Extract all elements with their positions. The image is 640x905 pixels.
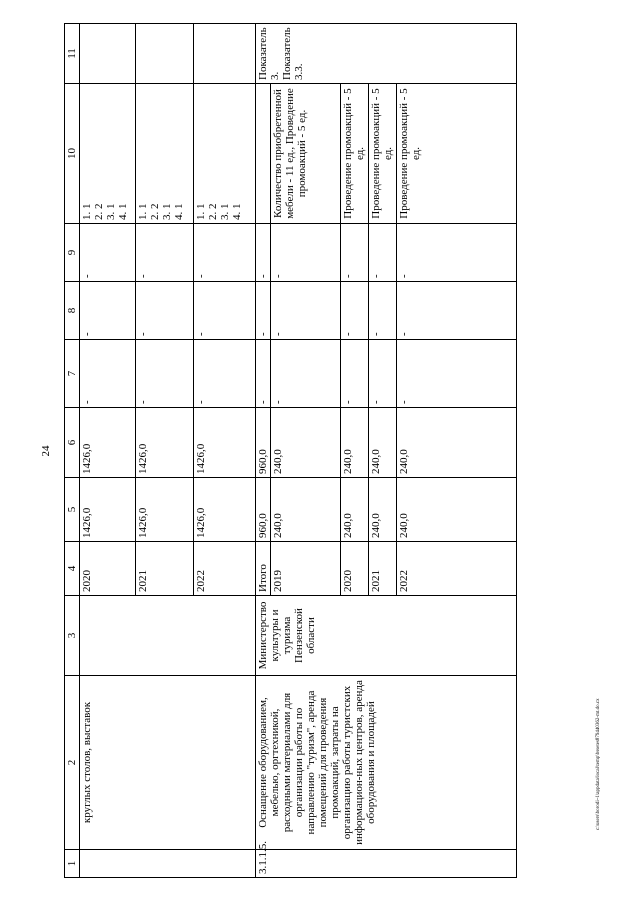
col-header: 3	[65, 596, 80, 676]
cell-regional: 240,0	[271, 408, 341, 478]
cell-year: 2021	[369, 542, 397, 596]
cell-federal: -	[80, 340, 136, 408]
cell-num: 3.1.1.5.	[256, 850, 517, 878]
cell-other: -	[194, 224, 256, 282]
rotated-table-container	[64, 24, 576, 878]
cell-local: -	[369, 282, 397, 340]
cell-other: -	[369, 224, 397, 282]
cell-local: -	[341, 282, 369, 340]
cell-local: -	[80, 282, 136, 340]
cell-indicator	[136, 24, 194, 84]
col-header: 5	[65, 478, 80, 542]
cell-total: 240,0	[369, 478, 397, 542]
cell-year: 2020	[80, 542, 136, 596]
cell-other: -	[80, 224, 136, 282]
col-header: 10	[65, 84, 80, 224]
cell-action: круглых столов, выставок	[80, 676, 256, 850]
cell-indicator-value: 1. 1 2. 2 3. 1 4. 1	[80, 84, 136, 224]
col-header: 4	[65, 542, 80, 596]
cell-federal: -	[136, 340, 194, 408]
cell-indicator	[194, 24, 256, 84]
cell-indicator-value: Количество приобретенной мебели - 11 ед., Проведение промоакций - 5 ед.	[271, 84, 341, 224]
cell-indicator-value: 1. 1 2. 2 3. 1 4. 1	[136, 84, 194, 224]
cell-regional: 240,0	[397, 408, 517, 478]
col-header: 1	[65, 850, 80, 878]
col-header: 8	[65, 282, 80, 340]
cell-action: Оснащение оборудованием, мебелью, оргтехникой, расходными материалами для организации работы по направлению "туризм", аренда помещений для проведения промоакций, затраты на организацию работы туристских информацион-ных центров, аренда оборудования и площадей	[256, 676, 517, 850]
cell-federal: -	[369, 340, 397, 408]
page-number: 24	[40, 445, 52, 457]
cell-num	[80, 850, 256, 878]
cell-other: -	[256, 224, 271, 282]
cell-executor: Министерство культуры и туризма Пензенской области	[256, 596, 517, 676]
cell-indicator-value: Проведение промоакций - 5 ед.	[341, 84, 369, 224]
cell-regional: 1426,0	[136, 408, 194, 478]
col-header: 9	[65, 224, 80, 282]
cell-other: -	[397, 224, 517, 282]
cell-total: 240,0	[271, 478, 341, 542]
col-header: 7	[65, 340, 80, 408]
cell-total: 960,0	[256, 478, 271, 542]
cell-indicator-value: 1. 1 2. 2 3. 1 4. 1	[194, 84, 256, 224]
cell-indicator: Показатель 3. Показатель 3.3.	[256, 24, 517, 84]
cell-federal: -	[256, 340, 271, 408]
cell-federal: -	[194, 340, 256, 408]
cell-indicator-value	[256, 84, 271, 224]
cell-local: -	[136, 282, 194, 340]
cell-year: 2022	[194, 542, 256, 596]
cell-federal: -	[341, 340, 369, 408]
cell-federal: -	[397, 340, 517, 408]
cell-regional: 960,0	[256, 408, 271, 478]
cell-local: -	[256, 282, 271, 340]
cell-executor	[80, 596, 256, 676]
cell-regional: 1426,0	[80, 408, 136, 478]
header-row	[65, 24, 80, 878]
cell-regional: 240,0	[341, 408, 369, 478]
cell-other: -	[271, 224, 341, 282]
cell-other: -	[341, 224, 369, 282]
col-header: 11	[65, 24, 80, 84]
cell-indicator	[80, 24, 136, 84]
cell-other: -	[136, 224, 194, 282]
program-table	[64, 23, 517, 878]
cell-total: 1426,0	[194, 478, 256, 542]
cell-year: 2020	[341, 542, 369, 596]
footer-path: c:\users\borodi~1\appdata\local\temp\bssetes879440362-mt.do.cx	[596, 698, 601, 830]
cell-local: -	[194, 282, 256, 340]
cell-year: 2022	[397, 542, 517, 596]
col-header: 6	[65, 408, 80, 478]
cell-total: 1426,0	[80, 478, 136, 542]
cell-total: 1426,0	[136, 478, 194, 542]
cell-year: Итого	[256, 542, 271, 596]
cell-year: 2019	[271, 542, 341, 596]
cell-local: -	[397, 282, 517, 340]
cell-year: 2021	[136, 542, 194, 596]
cell-regional: 240,0	[369, 408, 397, 478]
table-row	[256, 24, 271, 878]
cell-total: 240,0	[341, 478, 369, 542]
cell-federal: -	[271, 340, 341, 408]
cell-regional: 1426,0	[194, 408, 256, 478]
col-header: 2	[65, 676, 80, 850]
cell-indicator-value: Проведение промоакций - 5 ед.	[369, 84, 397, 224]
cell-local: -	[271, 282, 341, 340]
cell-indicator-value: Проведение промоакций - 5 ед.	[397, 84, 517, 224]
table-row	[80, 24, 136, 878]
cell-total: 240,0	[397, 478, 517, 542]
